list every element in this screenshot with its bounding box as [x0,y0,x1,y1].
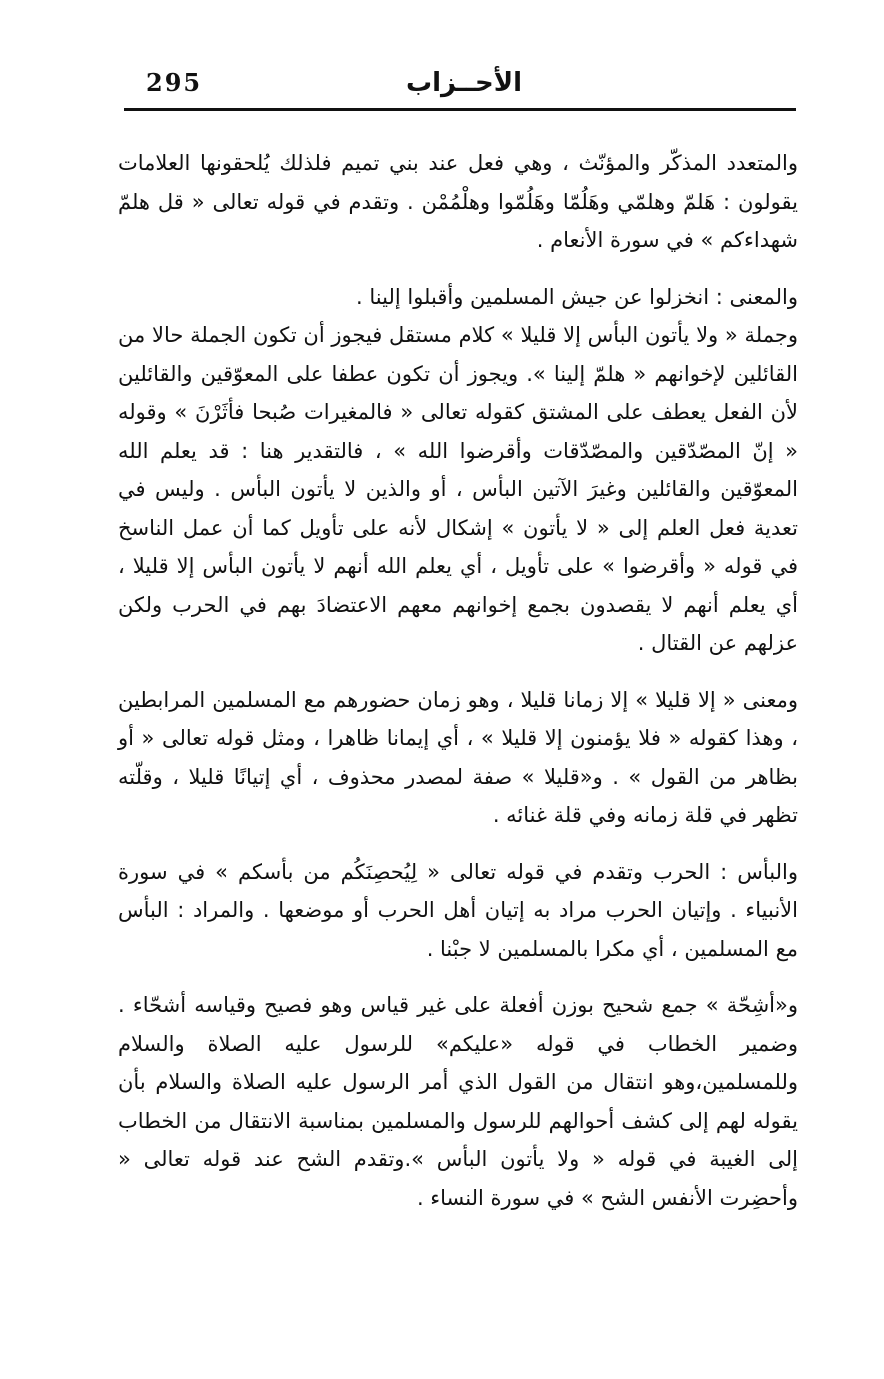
paragraph-6: و«أشِحّة » جمع شحيح بوزن أفعلة على غير قياس وهو فصيح وقياسه أشحّاء . وضمير الخطاب في قوله «عليكم» للرسول عليه الصلاة والسلام وللمسلمين،وهو انتقال من القول الذي أمر الرسول عليه الصلاة والسلام بأن يقوله لهم إلى كشف أحوالهم للرسول والمسلمين بمناسبة الانتقال من الخطاب إلى الغيبة في قوله « ولا يأتون البأس ».وتقدم الشح عند قوله تعالى « وأحضِرت الأنفس الشح » في سورة النساء . [118,993,798,1210]
paragraph-4: ومعنى « إلا قليلا » إلا زمانا قليلا ، وهو زمان حضورهم مع المسلمين المرابطين ، وهذا كقوله « فلا يؤمنون إلا قليلا » ، أي إيمانا ظاهرا ، ومثل قوله تعالى « أو بظاهر من القول » . و«قليلا » صفة لمصدر محذوف ، أي إتيانًا قليلا ، وقلّته تظهر في قلة زمانه وفي قلة غنائه . [118,687,798,827]
page-header [124,68,796,104]
paragraph-1: والمتعدد المذكّر والمؤنّث ، وهي فعل عند بني تميم فلذلك يُلحقونها العلامات يقولون : هَلمّ وهلمّي وهَلُمّا وهَلُمّوا وهلْمُمْن . وتقدم في قوله تعالى « قل هلمّ شهداءكم » في سورة الأنعام . [118,151,798,252]
running-title: الأحــزاب [406,68,522,98]
header-rule [124,108,796,111]
page-number: 295 [146,68,203,97]
paragraph-5: والبأس : الحرب وتقدم في قوله تعالى « لِيُحصِنَكُم من بأسكم » في سورة الأنبياء . وإتيان الحرب مراد به إتيان أهل الحرب أو موضعها . والمراد : البأس مع المسلمين ، أي مكرا بالمسلمين لا جبْنا . [118,859,798,961]
paragraph-2: والمعنى : انخزلوا عن جيش المسلمين وأقبلوا إلينا . [356,284,798,309]
body-text [118,144,798,1217]
paragraph-3: وجملة « ولا يأتون البأس إلا قليلا » كلام مستقل فيجوز أن تكون الجملة حالا من القائلين لإخوانهم « هلمّ إلينا ». ويجوز أن تكون عطفا على المعوّقين والقائلين لأن الفعل يعطف على المشتق كقوله تعالى « فالمغيرات صُبحا فأثَرْنَ » وقوله « إنّ المصّدّقين والمصّدّقات وأقرضوا الله » ، فالتقدير هنا : قد يعلم الله المعوّقين والقائلين وغيرَ الآتين البأس ، أو والذين لا يأتون البأس . وليس في تعدية فعل العلم إلى « لا يأتون » إشكال لأنه على تأويل كما أن عمل الناسخ في قوله « وأقرضوا » على تأويل ، أي يعلم الله أنهم لا يأتون البأس إلا قليلا ، أي يعلم أنهم لا يقصدون بجمع إخوانهم معهم الاعتضادَ بهم في الحرب ولكن عزلهم عن القتال . [118,323,798,655]
